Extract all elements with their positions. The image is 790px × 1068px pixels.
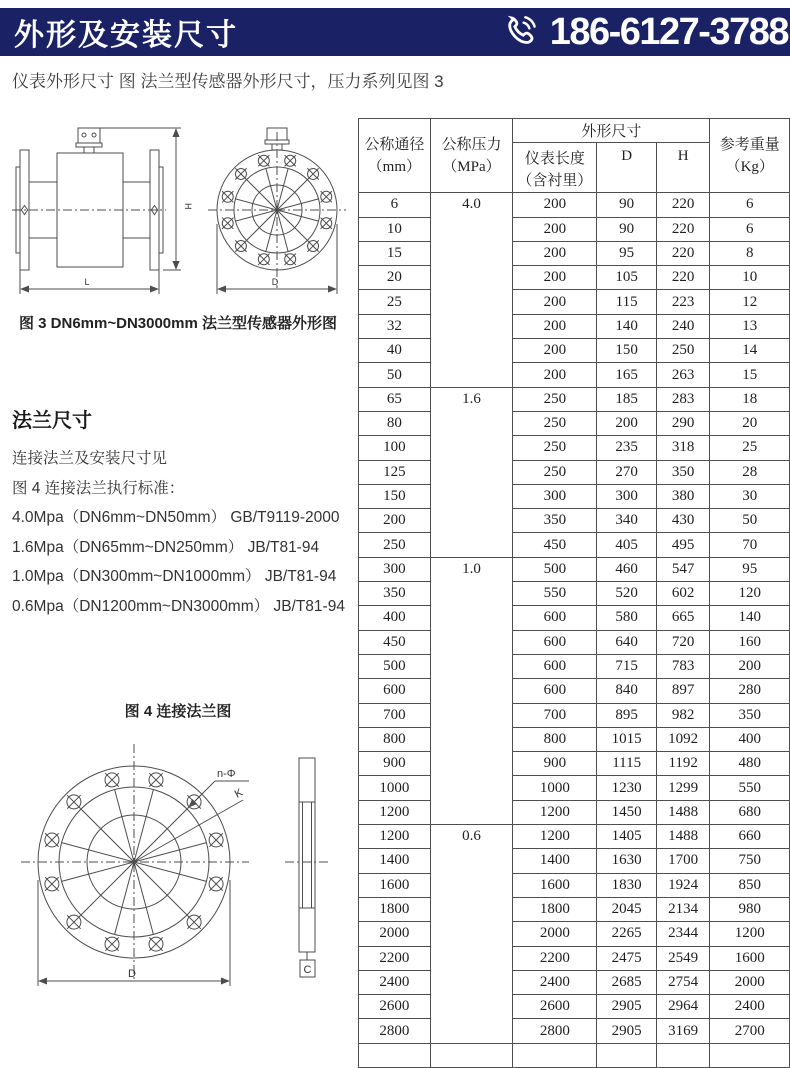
table-row xyxy=(359,557,790,581)
spec-cell: 200 xyxy=(710,654,790,678)
table-row xyxy=(359,946,790,970)
spec-cell: 20 xyxy=(710,411,790,435)
table-row xyxy=(359,703,790,727)
spec-cell: 240 xyxy=(656,314,710,338)
spec-cell: 283 xyxy=(656,387,710,411)
spec-cell: 850 xyxy=(710,873,790,897)
spec-cell: 200 xyxy=(513,363,597,387)
spec-cell: 140 xyxy=(597,314,656,338)
spec-cell: 430 xyxy=(656,509,710,533)
spec-cell: 665 xyxy=(656,606,710,630)
phone-block xyxy=(500,11,788,54)
spec-cell: 270 xyxy=(597,460,656,484)
spec-cell: 400 xyxy=(710,727,790,751)
spec-cell: 10 xyxy=(710,266,790,290)
figure3-drawing xyxy=(8,112,356,310)
section-subtitle: 仪表外形尺寸 图 法兰型传感器外形尺寸，压力系列见图 3 xyxy=(12,72,444,91)
spec-cell: 200 xyxy=(359,509,431,533)
pressure-cell: 4.0 xyxy=(430,193,513,387)
spec-cell: 250 xyxy=(656,339,710,363)
spec-cell: 900 xyxy=(513,752,597,776)
spec-cell: 2265 xyxy=(597,922,656,946)
spec-cell: 600 xyxy=(513,654,597,678)
spec-cell: 2200 xyxy=(513,946,597,970)
spec-cell: 840 xyxy=(597,679,656,703)
spec-cell: 40 xyxy=(359,339,431,363)
spec-cell: 263 xyxy=(656,363,710,387)
spec-cell: 1400 xyxy=(513,849,597,873)
table-row xyxy=(359,533,790,557)
spec-cell: 12 xyxy=(710,290,790,314)
spec-cell: 640 xyxy=(597,630,656,654)
spec-cell: 495 xyxy=(656,533,710,557)
header-bar xyxy=(0,8,790,56)
spec-cell: 2905 xyxy=(597,1019,656,1043)
spec-cell: 250 xyxy=(513,411,597,435)
spec-cell: 300 xyxy=(513,484,597,508)
spec-cell: 223 xyxy=(656,290,710,314)
flange-notes xyxy=(12,404,345,621)
spec-cell xyxy=(359,1043,431,1067)
spec-cell: 380 xyxy=(656,484,710,508)
spec-cell: 350 xyxy=(710,703,790,727)
spec-cell: 15 xyxy=(359,241,431,265)
spec-cell: 8 xyxy=(710,241,790,265)
spec-cell: 2134 xyxy=(656,897,710,921)
table-row xyxy=(359,509,790,533)
spec-cell: 2754 xyxy=(656,970,710,994)
table-row xyxy=(359,193,790,217)
spec-cell: 1488 xyxy=(656,825,710,849)
dim-label-d: D xyxy=(128,968,136,980)
spec-cell: 160 xyxy=(710,630,790,654)
spec-cell: 20 xyxy=(359,266,431,290)
pressure-cell: 1.0 xyxy=(430,557,513,824)
spec-cell: 1000 xyxy=(513,776,597,800)
spec-cell: 235 xyxy=(597,436,656,460)
spec-cell: 450 xyxy=(359,630,431,654)
spec-cell: 783 xyxy=(656,654,710,678)
spec-cell: 1299 xyxy=(656,776,710,800)
spec-cell: 6 xyxy=(710,193,790,217)
spec-table-body xyxy=(359,193,790,1068)
spec-cell: 165 xyxy=(597,363,656,387)
spec-cell: 1200 xyxy=(513,825,597,849)
spec-cell: 140 xyxy=(710,606,790,630)
spec-cell: 1630 xyxy=(597,849,656,873)
dim-label-d: D xyxy=(271,277,279,287)
spec-cell: 602 xyxy=(656,582,710,606)
spec-cell: 200 xyxy=(513,314,597,338)
pressure-cell: 1.6 xyxy=(430,387,513,557)
spec-cell: 200 xyxy=(513,241,597,265)
table-row xyxy=(359,217,790,241)
spec-cell: 2400 xyxy=(513,970,597,994)
spec-cell: 580 xyxy=(597,606,656,630)
spec-cell: 220 xyxy=(656,266,710,290)
spec-cell: 14 xyxy=(710,339,790,363)
spec-cell: 500 xyxy=(513,557,597,581)
spec-cell: 2800 xyxy=(359,1019,431,1043)
spec-cell: 980 xyxy=(710,897,790,921)
spec-cell: 340 xyxy=(597,509,656,533)
spec-cell: 70 xyxy=(710,533,790,557)
phone-call-icon xyxy=(500,12,540,52)
table-row xyxy=(359,411,790,435)
spec-cell: 1830 xyxy=(597,873,656,897)
col-header-weight: 参考重量 （Kg） xyxy=(710,119,790,193)
spec-cell: 3169 xyxy=(656,1019,710,1043)
table-row xyxy=(359,1043,790,1067)
spec-cell: 895 xyxy=(597,703,656,727)
figure4-drawing xyxy=(15,728,355,998)
spec-cell: 2000 xyxy=(710,970,790,994)
spec-cell: 1115 xyxy=(597,752,656,776)
spec-cell: 300 xyxy=(359,557,431,581)
thickness-label: C xyxy=(303,964,312,976)
col-header-outline: 外形尺寸 xyxy=(513,119,710,143)
spec-cell: 1200 xyxy=(513,800,597,824)
spec-cell: 2685 xyxy=(597,970,656,994)
spec-cell: 350 xyxy=(513,509,597,533)
col-header-pressure: 公称压力 （MPa） xyxy=(430,119,513,193)
spec-cell: 80 xyxy=(359,411,431,435)
spec-cell: 150 xyxy=(359,484,431,508)
spec-cell: 220 xyxy=(656,193,710,217)
spec-table-header xyxy=(359,119,790,193)
spec-cell: 15 xyxy=(710,363,790,387)
spec-cell: 720 xyxy=(656,630,710,654)
spec-cell: 897 xyxy=(656,679,710,703)
spec-cell: 1924 xyxy=(656,873,710,897)
table-row xyxy=(359,606,790,630)
spec-cell: 2000 xyxy=(513,922,597,946)
table-row xyxy=(359,897,790,921)
flange-section-view xyxy=(285,758,330,977)
spec-cell: 715 xyxy=(597,654,656,678)
flange-notes-heading: 法兰尺寸 xyxy=(12,410,92,432)
spec-cell: 185 xyxy=(597,387,656,411)
col-header-h: H xyxy=(656,143,710,193)
table-row xyxy=(359,363,790,387)
spec-cell: 2045 xyxy=(597,897,656,921)
spec-cell: 1092 xyxy=(656,727,710,751)
spec-cell: 220 xyxy=(656,217,710,241)
spec-cell: 1600 xyxy=(359,873,431,897)
spec-cell: 2344 xyxy=(656,922,710,946)
spec-cell: 1800 xyxy=(513,897,597,921)
note-line: 连接法兰及安装尺寸见 xyxy=(12,450,168,467)
table-row xyxy=(359,752,790,776)
table-row xyxy=(359,825,790,849)
spec-cell: 1230 xyxy=(597,776,656,800)
spec-cell: 1700 xyxy=(656,849,710,873)
spec-cell: 1450 xyxy=(597,800,656,824)
pressure-cell: 0.6 xyxy=(430,825,513,1044)
spec-cell: 550 xyxy=(513,582,597,606)
spec-cell: 250 xyxy=(513,436,597,460)
spec-cell: 982 xyxy=(656,703,710,727)
spec-cell: 65 xyxy=(359,387,431,411)
spec-cell: 600 xyxy=(359,679,431,703)
spec-cell: 350 xyxy=(359,582,431,606)
table-row xyxy=(359,679,790,703)
spec-cell: 750 xyxy=(710,849,790,873)
spec-cell: 600 xyxy=(513,630,597,654)
spec-cell xyxy=(710,1043,790,1067)
table-row xyxy=(359,1019,790,1043)
spec-cell: 90 xyxy=(597,193,656,217)
spec-cell xyxy=(656,1043,710,1067)
spec-cell: 800 xyxy=(513,727,597,751)
col-header-d: D xyxy=(597,143,656,193)
spec-cell: 1600 xyxy=(710,946,790,970)
table-row xyxy=(359,387,790,411)
sensor-side-view xyxy=(12,128,193,294)
spec-cell: 2400 xyxy=(710,995,790,1019)
spec-cell: 95 xyxy=(597,241,656,265)
spec-cell: 30 xyxy=(710,484,790,508)
table-row xyxy=(359,460,790,484)
spec-cell: 125 xyxy=(359,460,431,484)
spec-cell: 10 xyxy=(359,217,431,241)
table-row xyxy=(359,849,790,873)
spec-cell: 520 xyxy=(597,582,656,606)
spec-cell: 2400 xyxy=(359,970,431,994)
spec-cell: 32 xyxy=(359,314,431,338)
spec-cell: 105 xyxy=(597,266,656,290)
table-row xyxy=(359,995,790,1019)
table-row xyxy=(359,800,790,824)
spec-cell: 600 xyxy=(513,679,597,703)
spec-cell: 1488 xyxy=(656,800,710,824)
table-row xyxy=(359,630,790,654)
spec-cell: 450 xyxy=(513,533,597,557)
table-row xyxy=(359,241,790,265)
spec-cell: 2905 xyxy=(597,995,656,1019)
table-row xyxy=(359,922,790,946)
spec-cell: 200 xyxy=(513,266,597,290)
table-row xyxy=(359,436,790,460)
spec-cell: 700 xyxy=(513,703,597,727)
spec-cell: 50 xyxy=(710,509,790,533)
note-line: 0.6Mpa（DN1200mm~DN3000mm） JB/T81-94 xyxy=(12,597,345,615)
spec-cell: 250 xyxy=(359,533,431,557)
spec-cell: 250 xyxy=(513,387,597,411)
spec-cell: 200 xyxy=(597,411,656,435)
table-row xyxy=(359,654,790,678)
bolt-circle-label: K xyxy=(232,786,245,801)
spec-cell: 2600 xyxy=(359,995,431,1019)
spec-cell: 350 xyxy=(656,460,710,484)
page-title: 外形及安装尺寸 xyxy=(14,19,238,52)
spec-cell: 25 xyxy=(359,290,431,314)
spec-cell: 50 xyxy=(359,363,431,387)
spec-cell xyxy=(430,1043,513,1067)
spec-cell: 2600 xyxy=(513,995,597,1019)
bolt-count-label: n-Φ xyxy=(217,768,236,780)
spec-cell: 13 xyxy=(710,314,790,338)
note-line: 4.0Mpa（DN6mm~DN50mm） GB/T9119-2000 xyxy=(12,509,340,526)
spec-cell: 700 xyxy=(359,703,431,727)
spec-cell: 150 xyxy=(597,339,656,363)
spec-cell: 200 xyxy=(513,290,597,314)
spec-cell: 1015 xyxy=(597,727,656,751)
table-row xyxy=(359,776,790,800)
spec-cell: 500 xyxy=(359,654,431,678)
table-row xyxy=(359,314,790,338)
spec-cell: 100 xyxy=(359,436,431,460)
note-line: 1.0Mpa（DN300mm~DN1000mm） JB/T81-94 xyxy=(12,568,337,585)
spec-cell: 660 xyxy=(710,825,790,849)
table-row xyxy=(359,970,790,994)
spec-cell: 2000 xyxy=(359,922,431,946)
table-row xyxy=(359,339,790,363)
spec-cell: 95 xyxy=(710,557,790,581)
spec-cell: 18 xyxy=(710,387,790,411)
sensor-front-view xyxy=(208,128,346,294)
spec-cell: 2549 xyxy=(656,946,710,970)
spec-cell: 680 xyxy=(710,800,790,824)
spec-cell: 2964 xyxy=(656,995,710,1019)
spec-cell: 800 xyxy=(359,727,431,751)
flange-front-view xyxy=(21,744,249,986)
table-row xyxy=(359,484,790,508)
spec-cell: 2700 xyxy=(710,1019,790,1043)
dim-label-l: L xyxy=(84,277,90,287)
spec-cell: 1200 xyxy=(359,825,431,849)
spec-cell: 280 xyxy=(710,679,790,703)
spec-cell: 200 xyxy=(513,339,597,363)
spec-cell: 400 xyxy=(359,606,431,630)
spec-cell: 460 xyxy=(597,557,656,581)
spec-cell: 1192 xyxy=(656,752,710,776)
spec-table xyxy=(358,118,790,1068)
spec-cell: 6 xyxy=(359,193,431,217)
table-row xyxy=(359,873,790,897)
spec-cell: 1600 xyxy=(513,873,597,897)
table-row xyxy=(359,266,790,290)
spec-cell: 220 xyxy=(656,241,710,265)
spec-cell: 1800 xyxy=(359,897,431,921)
spec-cell: 600 xyxy=(513,606,597,630)
spec-cell: 300 xyxy=(597,484,656,508)
spec-cell: 2800 xyxy=(513,1019,597,1043)
table-row xyxy=(359,290,790,314)
spec-cell: 120 xyxy=(710,582,790,606)
spec-cell: 6 xyxy=(710,217,790,241)
spec-cell: 1405 xyxy=(597,825,656,849)
spec-cell: 480 xyxy=(710,752,790,776)
spec-cell: 1200 xyxy=(359,800,431,824)
spec-cell: 1400 xyxy=(359,849,431,873)
spec-cell: 2475 xyxy=(597,946,656,970)
spec-cell: 1200 xyxy=(710,922,790,946)
col-header-length: 仪表长度 （含衬里） xyxy=(513,143,597,193)
spec-cell: 405 xyxy=(597,533,656,557)
spec-cell: 200 xyxy=(513,193,597,217)
dim-label-h: H xyxy=(183,203,193,210)
table-row xyxy=(359,727,790,751)
spec-cell: 900 xyxy=(359,752,431,776)
spec-cell: 250 xyxy=(513,460,597,484)
table-row xyxy=(359,582,790,606)
note-line: 1.6Mpa（DN65mm~DN250mm） JB/T81-94 xyxy=(12,538,320,556)
phone-number: 186-6127-3788 xyxy=(549,10,788,53)
spec-cell: 25 xyxy=(710,436,790,460)
spec-cell: 318 xyxy=(656,436,710,460)
spec-cell: 28 xyxy=(710,460,790,484)
spec-cell: 200 xyxy=(513,217,597,241)
spec-cell xyxy=(597,1043,656,1067)
spec-table-wrap xyxy=(358,118,790,1068)
spec-cell: 547 xyxy=(656,557,710,581)
spec-cell: 1000 xyxy=(359,776,431,800)
note-line: 图 4 连接法兰执行标准： xyxy=(12,479,185,497)
figure4-caption: 图 4 连接法兰图 xyxy=(124,703,232,720)
spec-cell: 90 xyxy=(597,217,656,241)
spec-cell: 290 xyxy=(656,411,710,435)
spec-cell: 550 xyxy=(710,776,790,800)
spec-cell xyxy=(513,1043,597,1067)
spec-cell: 115 xyxy=(597,290,656,314)
spec-cell: 2200 xyxy=(359,946,431,970)
figure3-caption: 图 3 DN6mm~DN3000mm 法兰型传感器外形图 xyxy=(19,315,337,332)
col-header-dn: 公称通径 （mm） xyxy=(359,119,431,193)
